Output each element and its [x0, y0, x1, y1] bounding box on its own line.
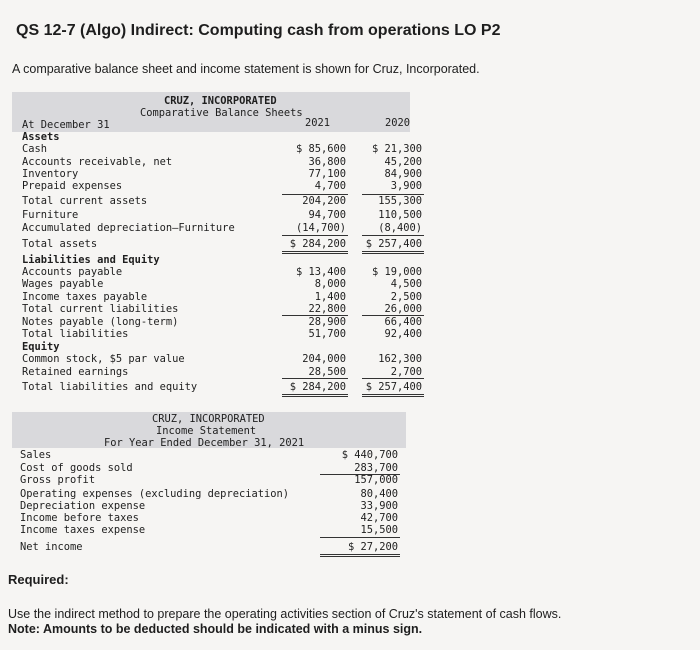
bs-value-2021: 28,500	[308, 366, 346, 378]
bs-col-2021: 2021	[304, 117, 330, 129]
rule-line	[282, 251, 348, 254]
bs-value-2021: $ 85,600	[295, 143, 346, 155]
note-text: Note: Amounts to be deducted should be indicated with a minus sign.	[8, 622, 423, 636]
bs-row-label: Equity	[22, 341, 60, 353]
bs-row-label: Accounts payable	[22, 266, 123, 278]
bs-row-label: Cash	[22, 143, 48, 155]
bs-value-2020: $ 257,400	[365, 238, 422, 250]
is-row-label: Income before taxes	[20, 512, 139, 524]
rule-line	[282, 378, 348, 379]
is-row-label: Depreciation expense	[20, 500, 146, 512]
bs-value-2020: 66,400	[384, 316, 422, 328]
is-company: CRUZ, INCORPORATED	[152, 413, 265, 425]
bs-row-label: Prepaid expenses	[22, 180, 123, 192]
bs-value-2020: (8,400)	[378, 222, 422, 234]
rule-line	[362, 315, 424, 316]
bs-row-label: Accumulated depreciation—Furniture	[22, 222, 235, 234]
page-title: QS 12-7 (Algo) Indirect: Computing cash from operations LO P2	[16, 22, 501, 39]
bs-value-2020: 110,500	[378, 209, 422, 221]
bs-value-2020: 84,900	[384, 168, 422, 180]
required-label: Required:	[8, 572, 69, 587]
bs-row-label: Furniture	[22, 209, 79, 221]
rule-line	[320, 537, 400, 538]
bs-value-2020: 26,000	[384, 303, 422, 315]
is-value: 157,000	[354, 474, 398, 486]
bs-company: CRUZ, INCORPORATED	[164, 95, 277, 107]
bs-row-label: Accounts receivable, net	[22, 156, 173, 168]
bs-row-label: Liabilities and Equity	[22, 254, 160, 266]
bs-row-label: Wages payable	[22, 278, 104, 290]
is-row-label: Cost of goods sold	[20, 462, 133, 474]
bs-value-2020: $ 21,300	[371, 143, 422, 155]
bs-date-label: At December 31	[22, 119, 110, 131]
bs-value-2021: 77,100	[308, 168, 346, 180]
bs-value-2020: $ 257,400	[365, 381, 422, 393]
rule-line	[362, 251, 424, 254]
rule-line	[362, 194, 424, 195]
intro-text: A comparative balance sheet and income statement is shown for Cruz, Incorporated.	[12, 62, 480, 76]
is-row-label: Net income	[20, 541, 83, 553]
bs-value-2020: 45,200	[384, 156, 422, 168]
bs-value-2021: $ 284,200	[289, 238, 346, 250]
bs-value-2021: 36,800	[308, 156, 346, 168]
rule-line	[362, 394, 424, 397]
bs-row-label: Total liabilities	[22, 328, 129, 340]
is-value: $ 27,200	[347, 541, 398, 553]
rule-line	[282, 235, 348, 236]
bs-value-2020: 4,500	[390, 278, 422, 290]
bs-title: Comparative Balance Sheets	[140, 107, 303, 119]
bs-value-2020: $ 19,000	[371, 266, 422, 278]
is-row-label: Income taxes expense	[20, 524, 146, 536]
is-value: 283,700	[354, 462, 398, 474]
is-row-label: Gross profit	[20, 474, 96, 486]
bs-row-label: Notes payable (long-term)	[22, 316, 179, 328]
bs-value-2021: 4,700	[314, 180, 346, 192]
rule-line	[282, 394, 348, 397]
bs-row-label: Inventory	[22, 168, 79, 180]
rule-line	[320, 474, 400, 475]
is-value: 15,500	[360, 524, 398, 536]
bs-value-2021: 8,000	[314, 278, 346, 290]
bs-value-2021: 1,400	[314, 291, 346, 303]
bs-value-2021: 28,900	[308, 316, 346, 328]
rule-line	[362, 378, 424, 379]
bs-value-2021: 94,700	[308, 209, 346, 221]
rule-line	[282, 315, 348, 316]
rule-line	[320, 554, 400, 557]
bs-row-label: Total current liabilities	[22, 303, 179, 315]
is-value: 42,700	[360, 512, 398, 524]
bs-value-2021: $ 13,400	[295, 266, 346, 278]
bs-row-label: Income taxes payable	[22, 291, 148, 303]
bs-value-2021: 204,000	[302, 353, 346, 365]
rule-line	[362, 235, 424, 236]
bs-value-2020: 92,400	[384, 328, 422, 340]
is-row-label: Sales	[20, 449, 52, 461]
bs-value-2021: 204,200	[302, 195, 346, 207]
bs-row-label: Retained earnings	[22, 366, 129, 378]
bs-col-2020: 2020	[384, 117, 410, 129]
bs-value-2020: 162,300	[378, 353, 422, 365]
bs-row-label: Common stock, $5 par value	[22, 353, 185, 365]
instruction-text: Use the indirect method to prepare the operating activities section of Cruz's statement of cash flows.	[8, 607, 562, 621]
bs-row-label: Total assets	[22, 238, 98, 250]
is-period: For Year Ended December 31, 2021	[104, 437, 305, 449]
bs-value-2021: $ 284,200	[289, 381, 346, 393]
bs-row-label: Total current assets	[22, 195, 148, 207]
is-value: 33,900	[360, 500, 398, 512]
rule-line	[282, 194, 348, 195]
bs-value-2020: 2,500	[390, 291, 422, 303]
is-row-label: Operating expenses (excluding depreciation)	[20, 488, 289, 500]
bs-row-label: Total liabilities and equity	[22, 381, 198, 393]
bs-value-2021: 51,700	[308, 328, 346, 340]
bs-value-2020: 155,300	[378, 195, 422, 207]
bs-value-2020: 3,900	[390, 180, 422, 192]
bs-value-2020: 2,700	[390, 366, 422, 378]
bs-value-2021: 22,800	[308, 303, 346, 315]
bs-row-label: Assets	[22, 131, 60, 143]
is-value: $ 440,700	[341, 449, 398, 461]
is-title: Income Statement	[156, 425, 257, 437]
bs-value-2021: (14,700)	[295, 222, 346, 234]
is-value: 80,400	[360, 488, 398, 500]
